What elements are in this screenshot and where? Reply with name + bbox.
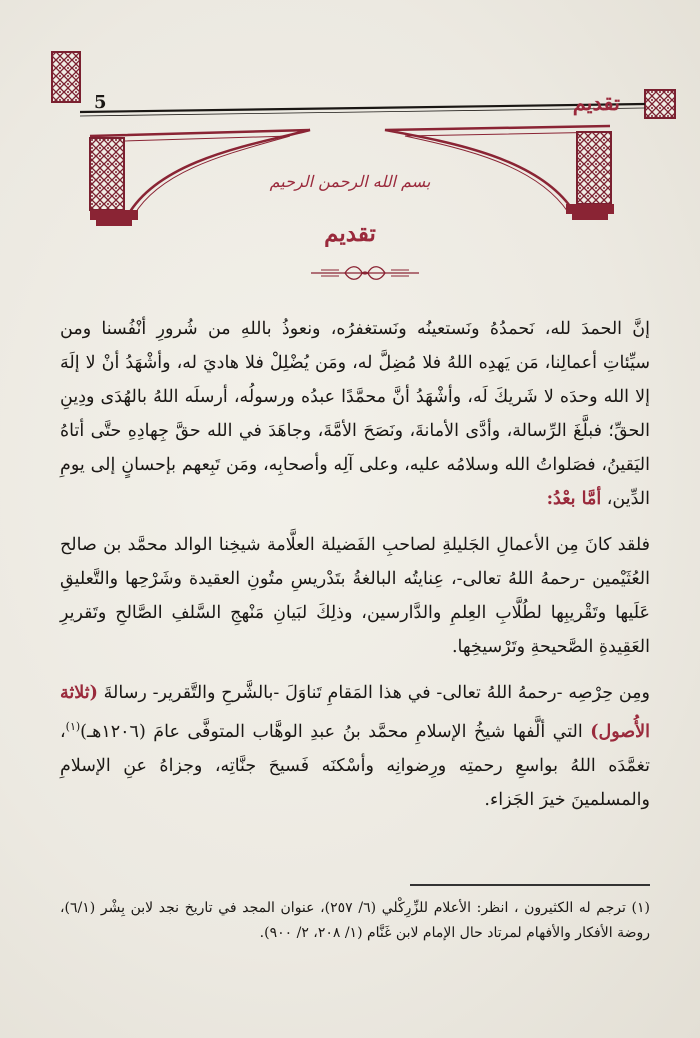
main-text [60, 312, 650, 829]
amma-baad: أمَّا بعْدُ: [546, 489, 602, 509]
paragraph-treatise [60, 676, 650, 817]
footnote-1: (١) ترجم له الكثيرون ، انظر: الأعلام للزِّرِكْلي (٦/ ٢٥٧)، عنوان المجد في تاريخ نجد لابن بِشْر (٦/١)، روضة الأفكار والأفهام لمرتاد حال الإمام لابن غَنَّام (١/ ٢٠٨، ٢/ ٩٠٠). [60, 900, 651, 941]
page-number: 5 [94, 92, 107, 113]
treatise-text-middle: التي ألَّفها شيخُ الإسلامِ محمَّد بنُ عبدِ الوهَّاب المتوفَّى عامَ (١٢٠٦هـ) [80, 721, 583, 742]
footnote-ref[interactable]: (١) [65, 720, 81, 733]
paragraph-scholar: فلقد كانَ مِن الأعمالِ الجَليلةِ لصاحبِ الفَضيلة العلَّامة شيخِنا الوالد محمَّد بن صالح العُثَيْمين -رحمهُ اللهُ تعالى-، عِنايتُه البالغةُ بتَدْريسِ متُونِ العقيدة وشَرْحِها والتَّعليقِ عَلَيها وتَقْريبِها لطُلَّابِ العِلمِ والدَّارسين، وذلِكَ لبَيانِ مَنْهجِ السَّلفِ الصَّالحِ وتَقريرِ العَقِيدةِ الصَّحيحةِ وتَرْسيخِها. [60, 535, 650, 657]
footnotes [60, 896, 650, 946]
section-title: تقديم [324, 220, 376, 247]
flourish-divider-icon [305, 262, 425, 284]
treatise-text-before: ومِن حِرْصِه -رحمهُ اللهُ تعالى- في هذا المَقامِ تَناوَلَ -بالشَّرحِ والتَّقرير- رسالةَ [103, 683, 650, 703]
footnote-divider [410, 884, 650, 886]
treatise-title: (ثلاثة الأُصول) [60, 683, 650, 742]
paragraph-opening [60, 312, 650, 516]
running-title: تقديم [572, 90, 620, 115]
treatise-text-after: ، تغمَّدَه اللهُ بواسعِ رحمتِه ورِضوانِه وأسْكنَه فَسيحَ جنَّاتِه، وجزاهُ عنِ الإسلامِ والمسلمينَ خيرَ الجَزاء. [60, 721, 650, 810]
opening-text: إنَّ الحمدَ لله، نَحمدُهُ ونَستعينُه ونَستغفرُه، ونعوذُ باللهِ من شُرورِ أنْفُسنا ومن سيِّئاتِ أعمالِنا، مَن يَهدِه اللهُ فلا مُضِلَّ له، ومَن يُضْلِلْ فلا هاديَ له، وأشْهَدُ أنْ لا إلَهَ إلا الله وحدَه لا شَريكَ لَه، وأشْهَدُ أنَّ محمَّدًا عبدُه ورسولُه، أرسلَه اللهُ بالهُدَى ودِينِ الحقِّ؛ فبلَّغَ الرِّسالة، وأدَّى الأمانةَ، ونَصَحَ الأمَّةَ، وجاهَدَ في الله حقَّ جِهادِهِ حتَّى أتاهُ اليَقينُ، فصَلواتُ الله وسلامُه عليه، وعلى آلِه وأصحابِه، ومَن تَبِعهم بإحسانٍ إلى يومِ الدِّين، [60, 319, 650, 509]
basmala-calligraphy: بسم الله الرحمن الرحيم [269, 172, 431, 191]
